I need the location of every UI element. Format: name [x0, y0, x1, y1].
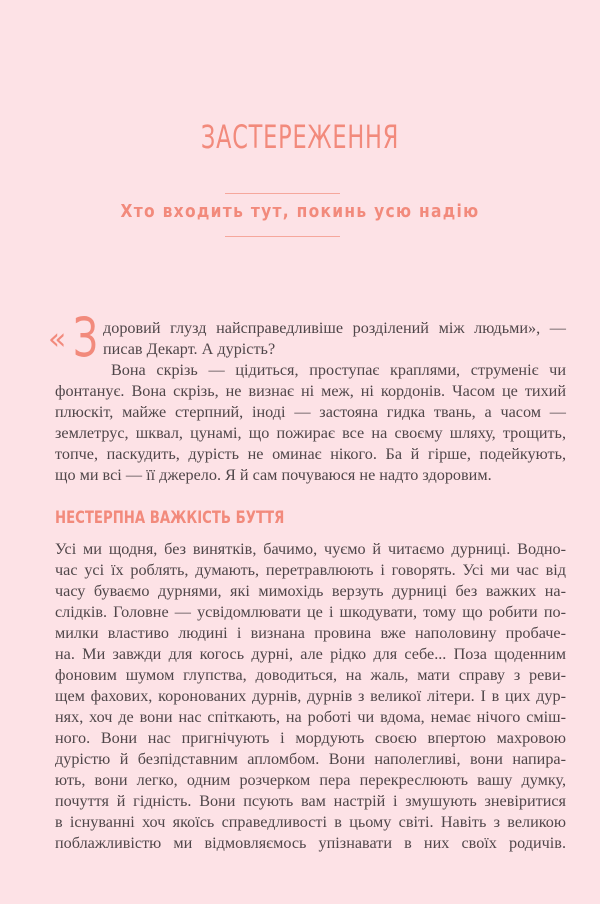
body-line: час усі їх роблять, думають, перетравлюють і говорять. Усі ми час від [55, 561, 566, 579]
intro-line: Вона скрізь — цідиться, проступає краплями, струменіє чи [111, 361, 566, 379]
dropcap-letter: З [73, 306, 98, 369]
divider-rule-top [225, 193, 340, 194]
intro-line: що ми всі — її джерело. Я й сам почуваюся не надто здоровим. [55, 466, 492, 484]
body-line: слідків. Головне — усвідомлювати це і шкодувати, тому що робити по- [55, 603, 566, 621]
intro-line: фонтанує. Вона скрізь, не визнає ні меж, ні кордонів. Часом це тихий [55, 382, 566, 400]
dropcap-quote-mark: « [48, 322, 67, 357]
body-line: ного. Вони нас пригнічують і мордують своєю впертою махровою [55, 729, 566, 747]
body-line: почуття й гідність. Вони псують вам настрій і змушують зневіритися [55, 792, 566, 810]
body-line: часу буваємо дурнями, які мимохідь верзуть дурниці без важких на- [55, 582, 566, 600]
intro-line: землетрус, шквал, цунамі, що пожирає все на своєму шляху, трощить, [55, 424, 566, 442]
intro-line: доровий глузд найсправедливіше розділений між людьми», — [103, 319, 566, 337]
divider-rule-bottom [225, 236, 340, 237]
body-line: нях, хоч де вони нас спіткають, на роботі чи вдома, немає нічого сміш- [55, 708, 566, 726]
intro-line: писав Декарт. А дурість? [103, 340, 276, 358]
body-line: щем фахових, коронованих дурнів, дурнів з великої літери. І в цих дур- [55, 687, 566, 705]
chapter-epigraph: Хто входить тут, покинь усю надію [120, 201, 480, 222]
body-line: милки властиво людині і визнана провина вже наполовину пробаче- [55, 624, 566, 642]
section-heading: НЕСТЕРПНА ВАЖКІСТЬ БУТТЯ [55, 508, 285, 528]
intro-line: плюскіт, майже стерпний, іноді — застояна гидка твань, а часом — [55, 403, 566, 421]
body-line: дурістю й безпідставним апломбом. Вони наполегливі, вони напира- [55, 750, 566, 768]
body-line: Усі ми щодня, без винятків, бачимо, чуємо й читаємо дурниці. Водно- [55, 540, 566, 558]
intro-line: топче, паскудить, дурість не оминає нікого. Ба й гірше, подейкують, [55, 445, 566, 463]
body-line: в існуванні хоч якоїсь справедливості в цьому світі. Навіть з великою [55, 813, 566, 831]
body-line: фоновим шумом глупства, доводиться, на жаль, мати справу з реви- [55, 666, 566, 684]
body-line: ють, вони легко, одним розчерком пера перекреслюють вашу думку, [55, 771, 566, 789]
chapter-title: ЗАСТЕРЕЖЕННЯ [200, 118, 400, 156]
body-line: поблажливістю ми відмовляємось упізнавати в них своїх родичів. [55, 834, 566, 852]
body-line: на. Ми завжди для когось дурні, але рідко для себе... Поза щоденним [55, 645, 566, 663]
